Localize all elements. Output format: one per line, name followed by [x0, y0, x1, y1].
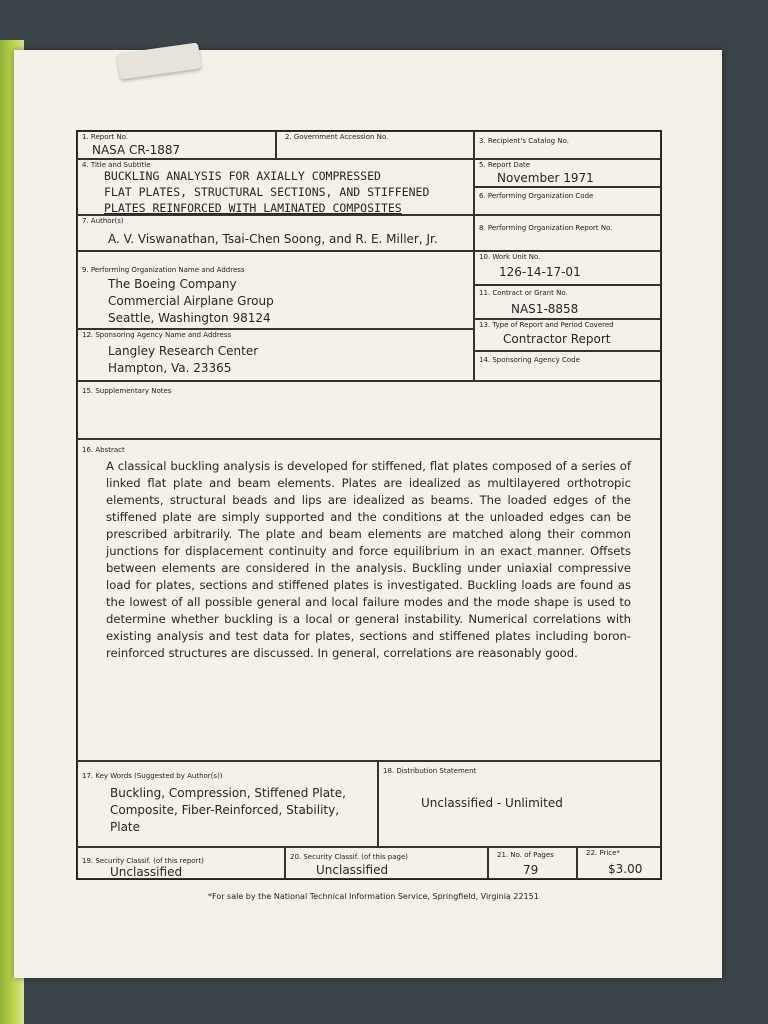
price-value: $3.00: [608, 862, 643, 876]
security-report-cell: [77, 847, 285, 879]
report-date-value: November 1971: [497, 171, 594, 185]
price-cell: [577, 847, 661, 879]
authors-cell: [77, 215, 474, 251]
work-unit-label: 10. Work Unit No.: [479, 253, 541, 261]
gov-accession-cell: [276, 131, 474, 159]
security-report-label: 19. Security Classif. (of this report): [82, 857, 204, 865]
security-page-label: 20. Security Classif. (of this page): [290, 853, 409, 861]
contract-label: 11. Contract or Grant No.: [479, 289, 568, 297]
perf-org-report-label: 8. Performing Organization Report No.: [479, 224, 613, 232]
report-no-label: 1. Report No.: [82, 133, 128, 141]
perf-org-line-2: Commercial Airplane Group: [108, 294, 274, 308]
report-date-cell: [474, 159, 661, 187]
title-line-3: PLATES REINFORCED WITH LAMINATED COMPOSITES: [104, 201, 402, 215]
perf-org-report-cell: [474, 215, 661, 251]
abstract-cell: [77, 439, 661, 761]
report-documentation-form: [76, 130, 662, 880]
authors-label: 7. Author(s): [82, 217, 124, 225]
distribution-cell: [378, 761, 661, 847]
key-words-label: 17. Key Words (Suggested by Author(s)): [82, 772, 223, 780]
contract-value: NAS1-8858: [511, 302, 579, 316]
report-type-label: 13. Type of Report and Period Covered: [479, 321, 614, 329]
sponsor-code-cell: [474, 351, 661, 381]
price-label: 22. Price*: [586, 849, 620, 857]
key-words-line-2: Composite, Fiber-Reinforced, Stability,: [110, 803, 340, 817]
recipient-catalog-cell: [474, 131, 661, 159]
key-words-line-3: Plate: [110, 820, 141, 834]
sales-footnote: *For sale by the National Technical Information Service, Springfield, Virginia 22151: [208, 892, 539, 901]
distribution-value: Unclassified - Unlimited: [421, 796, 563, 810]
sponsor-label: 12. Sponsoring Agency Name and Address: [82, 331, 232, 339]
distribution-label: 18. Distribution Statement: [383, 767, 477, 775]
abstract-text: A classical buckling analysis is developed for stiffened, flat plates composed of a series of linked flat plate and beam elements. Plates are idealized as multilayered orthotropic elements, structural beads and lips are idealized as beams. The loaded edges of the stiffened plate are simply supported and the conditions at the unloaded edges can be prescribed arbitrarily. The plate and beam elements are matched along their common junctions for displacement continuity and force equilibrium in an exact manner. Offsets between elements are considered in the analysis. Buckling under uniaxial compressive load for plates, sections and stiffened plates is investigated. Buckling loads are found as the lowest of all possible general and local failure modes and the mode shape is used to determine whether buckling is a local or general instability. Numerical correlations with existing analysis and test data for plates, sections and stiffened plates including boron-reinforced structures are discussed. In general, correlations are reasonably good.: [106, 459, 631, 660]
security-page-cell: [285, 847, 488, 879]
report-no-cell: [77, 131, 276, 159]
report-type-value: Contractor Report: [503, 332, 611, 346]
sponsor-line-2: Hampton, Va. 23365: [108, 361, 232, 375]
title-label: 4. Title and Subtitle: [82, 161, 151, 169]
key-words-line-1: Buckling, Compression, Stiffened Plate,: [110, 786, 346, 800]
title-line-2: FLAT PLATES, STRUCTURAL SECTIONS, AND STIFFENED: [104, 185, 430, 199]
pages-cell: [488, 847, 577, 879]
key-words-cell: [77, 761, 378, 847]
supplementary-notes-label: 15. Supplementary Notes: [82, 387, 172, 395]
authors-value: A. V. Viswanathan, Tsai-Chen Soong, and R. E. Miller, Jr.: [108, 232, 438, 246]
perf-org-code-cell: [474, 187, 661, 215]
report-type-cell: [474, 319, 661, 351]
pages-label: 21. No. of Pages: [497, 851, 554, 859]
contract-cell: [474, 285, 661, 319]
work-unit-cell: [474, 251, 661, 285]
pages-value: 79: [523, 863, 539, 877]
report-no-value: NASA CR-1887: [92, 143, 181, 157]
supplementary-notes-cell: [77, 381, 661, 439]
perf-org-label: 9. Performing Organization Name and Address: [82, 266, 245, 274]
perf-org-code-label: 6. Performing Organization Code: [479, 192, 594, 200]
perf-org-cell: [77, 251, 474, 329]
sponsor-code-label: 14. Sponsoring Agency Code: [479, 356, 580, 364]
perf-org-line-3: Seattle, Washington 98124: [108, 311, 271, 325]
sponsor-cell: [77, 329, 474, 381]
title-line-1: BUCKLING ANALYSIS FOR AXIALLY COMPRESSED: [104, 169, 381, 183]
perf-org-line-1: The Boeing Company: [108, 277, 237, 291]
report-date-label: 5. Report Date: [479, 161, 531, 169]
security-page-value: Unclassified: [316, 863, 389, 877]
sponsor-line-1: Langley Research Center: [108, 344, 259, 358]
work-unit-value: 126-14-17-01: [499, 265, 581, 279]
recipient-catalog-label: 3. Recipient's Catalog No.: [479, 137, 569, 145]
abstract-label: 16. Abstract: [82, 446, 125, 454]
security-report-value: Unclassified: [110, 865, 183, 879]
title-cell: [77, 159, 474, 215]
gov-accession-label: 2. Government Accession No.: [285, 133, 389, 141]
